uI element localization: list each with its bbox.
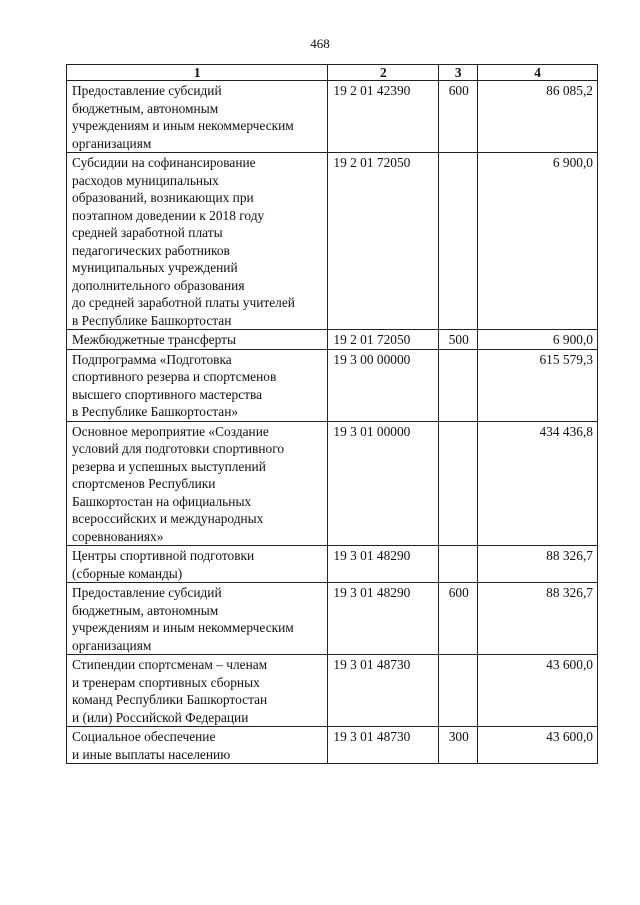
table-row (67, 330, 598, 350)
row-amount: 43 600,0 (478, 655, 598, 727)
row-amount: 6 900,0 (478, 330, 598, 350)
table-row (67, 546, 598, 583)
row-amount: 88 326,7 (478, 583, 598, 655)
table-header-row (67, 65, 598, 81)
row-amount: 43 600,0 (478, 727, 598, 764)
row-expense-type (439, 153, 478, 330)
row-name: Предоставление субсидий бюджетным, автономным учреждениям и иным некоммерческим организациям (67, 583, 328, 655)
row-expense-type (439, 546, 478, 583)
row-code: 19 2 01 72050 (328, 330, 439, 350)
row-code: 19 3 00 00000 (328, 349, 439, 421)
header-col-2: 2 (328, 65, 439, 81)
row-name: Предоставление субсидий бюджетным, автономным учреждениям и иным некоммерческим организациям (67, 81, 328, 153)
table-row (67, 421, 598, 546)
row-amount: 434 436,8 (478, 421, 598, 546)
header-col-3: 3 (439, 65, 478, 81)
row-code: 19 3 01 48730 (328, 655, 439, 727)
row-code: 19 3 01 48730 (328, 727, 439, 764)
table-row (67, 583, 598, 655)
row-code: 19 3 01 48290 (328, 583, 439, 655)
page-number: 468 (310, 36, 330, 51)
row-expense-type (439, 349, 478, 421)
row-name: Основное мероприятие «Создание условий для подготовки спортивного резерва и успешных выступлений спортсменов Республики Башкортостан на официальных всероссийских и международных соревнованиях» (67, 421, 328, 546)
table-row (67, 349, 598, 421)
row-amount: 86 085,2 (478, 81, 598, 153)
row-code: 19 2 01 72050 (328, 153, 439, 330)
row-amount: 615 579,3 (478, 349, 598, 421)
row-amount: 88 326,7 (478, 546, 598, 583)
row-name: Центры спортивной подготовки (сборные команды) (67, 546, 328, 583)
row-expense-type: 300 (439, 727, 478, 764)
row-expense-type: 600 (439, 583, 478, 655)
header-col-1: 1 (67, 65, 328, 81)
row-expense-type: 500 (439, 330, 478, 350)
table-row (67, 727, 598, 764)
row-amount: 6 900,0 (478, 153, 598, 330)
row-name: Субсидии на софинансирование расходов муниципальных образований, возникающих при поэтапном доведении к 2018 году средней заработной платы педагогических работников муниципальных учреждений дополнительного образования до средней заработной платы учителей в Республике Башкортостан (67, 153, 328, 330)
budget-table (66, 64, 598, 764)
header-col-4: 4 (478, 65, 598, 81)
table-row (67, 655, 598, 727)
row-name: Межбюджетные трансферты (67, 330, 328, 350)
row-code: 19 3 01 48290 (328, 546, 439, 583)
row-name: Стипендии спортсменам – членам и тренерам спортивных сборных команд Республики Башкортостан и (или) Российской Федерации (67, 655, 328, 727)
table-row (67, 81, 598, 153)
row-name: Подпрограмма «Подготовка спортивного резерва и спортсменов высшего спортивного мастерства в Республике Башкортостан» (67, 349, 328, 421)
row-code: 19 3 01 00000 (328, 421, 439, 546)
table-row (67, 153, 598, 330)
row-code: 19 2 01 42390 (328, 81, 439, 153)
row-expense-type (439, 421, 478, 546)
row-name: Социальное обеспечение и иные выплаты населению (67, 727, 328, 764)
row-expense-type: 600 (439, 81, 478, 153)
row-expense-type (439, 655, 478, 727)
